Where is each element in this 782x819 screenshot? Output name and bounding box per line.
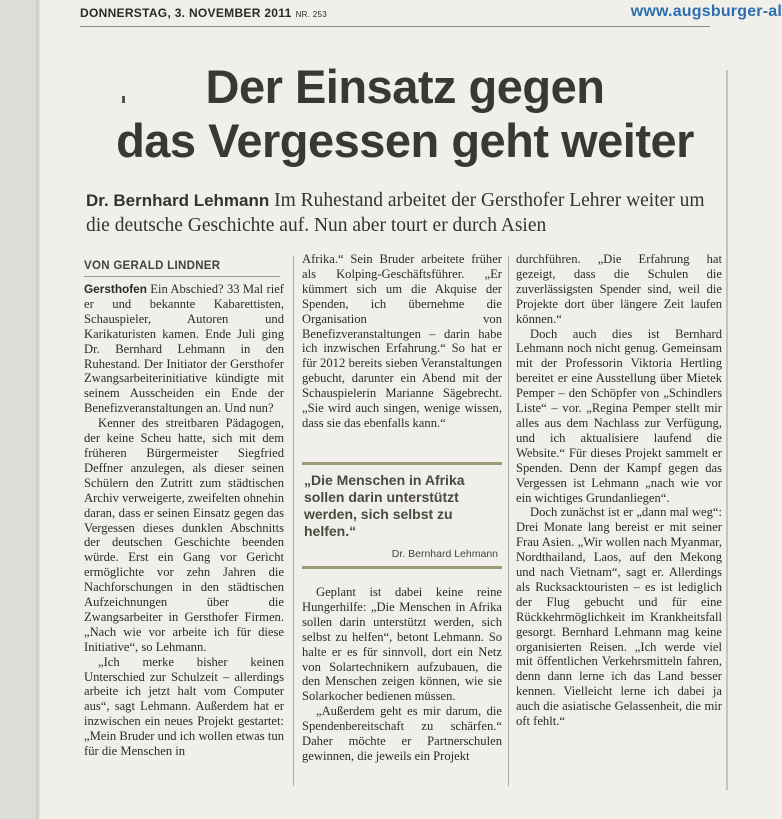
column-divider (508, 256, 509, 786)
pull-quote-rule (302, 462, 502, 465)
article-column-1 (84, 282, 284, 759)
headline-line-1: Der Einsatz gegen (205, 60, 605, 113)
headline-line-2: das Vergessen geht weiter (116, 114, 694, 167)
byline-rule (84, 276, 280, 277)
pull-quote-rule (302, 566, 502, 569)
newspaper-url: www.augsburger-al (630, 3, 782, 20)
masthead-rule (80, 26, 710, 27)
paragraph: durchführen. „Die Erfahrung hat gezeigt, dass die Schulen die zuverlässigsten Spender sind, weil die Projekte dort über längere Zeit laufen können.“ (516, 252, 722, 326)
paragraph: Geplant ist dabei keine reine Hungerhilfe: „Die Menschen in Afrika sollen darin unterstützt werden, sich selbst zu helfen“, betont Lehmann. So halte er es für sinnvoll, dort ein Netz von Solartechnikern aufzubauen, die den Menschen zeigen können, wie sie Solarkocher bedienen müssen. (302, 585, 502, 704)
paragraph: „Außerdem geht es mir darum, die Spendenbereitschaft zu schärfen.“ Daher möchte er Partnerschulen gewinnen, die jeweils ein Projekt (302, 704, 502, 763)
pull-quote (302, 462, 502, 570)
subheadline (86, 188, 726, 238)
pull-quote-attribution: Dr. Bernhard Lehmann (391, 548, 498, 560)
subhead-name: Dr. Bernhard Lehmann (86, 191, 270, 210)
issue-number: NR. 253 (295, 10, 328, 19)
issue-date: DONNERSTAG, 3. NOVEMBER 2011 NR. 253 (80, 6, 328, 20)
pull-quote-text: „Die Menschen in Afrika sollen darin unterstützt werden, sich selbst zu helfen.“ (304, 472, 465, 539)
print-smudge (122, 96, 125, 103)
paragraph: Afrika.“ Sein Bruder arbeitete früher als Kolping-Geschäftsführer. „Er kümmert sich um die Akquise der Spenden, ich übernehme die Organisation von Benefizveranstaltungen – darin habe ich inzwischen Erfahrung.“ So hat er für 2012 bereits sieben Veranstaltungen gebucht, darunter ein Abend mit der Schauspielerin Marianne Sägebrecht. „Sie wird auch singen, wenige wissen, dass sie das ebenfalls kann.“ (302, 252, 502, 430)
column-divider (293, 256, 294, 786)
article-column-3 (516, 252, 722, 729)
article-column-2-continued (302, 585, 502, 764)
paragraph: Doch zunächst ist er „dann mal weg“: Drei Monate lang bereist er mit seiner Frau Asien. „Wir wollen nach Myanmar, Nordthailand, Laos, auf den Mekong und nach Vietnam“, sagt er. Allerdings als Rucksacktouristen – es ist lediglich der Flug gebucht und für eine Rückkehrmöglichkeit im Krankheitsfall gesorgt. Bernhard Lehmann mag keine organisierten Reisen. „Ich werde viel mit öffentlichen Verkehrsmitteln fahren, denn dann lerne ich das Land besser kennen. Vielleicht lerne ich dabei ja auch die asiatische Gelassenheit, die mir oft fehlt.“ (516, 505, 722, 729)
paragraph: „Ich merke bisher keinen Unterschied zur Schulzeit – allerdings arbeite ich jetzt halt vom Computer aus“, sagt Lehmann. Außerdem hat er inzwischen ein neues Projekt gestartet: „Mein Bruder und ich wollen etwas tun für die Menschen in (84, 654, 284, 759)
masthead (80, 4, 782, 24)
dateline-place: Gersthofen (84, 282, 147, 296)
article-column-2 (302, 252, 502, 431)
byline: VON GERALD LINDNER (84, 260, 221, 272)
headline (80, 60, 730, 168)
paragraph: Doch auch dies ist Bernhard Lehmann noch nicht genug. Gemeinsam mit der Professorin Viktoria Hertling bereitet er eine Ausstellung über Mietek Pemper – den Schöpfer von „Schindlers Liste“ – vor. „Regina Pemper stellt mir alles aus dem Nachlass zur Verfügung, und ich aktualisiere laufend die Website.“ Für dieses Projekt sammelt er Spenden. Denn der Kampf gegen das Vergessen ist Lehmann „nach wie vor ein wichtiges Grundanliegen“. (516, 326, 722, 505)
paragraph: Gersthofen Ein Abschied? 33 Mal rief er und bekannte Kabarettisten, Schauspieler, Autoren und Karikaturisten kamen. Ende Juli ging Dr. Bernhard Lehmann in den Ruhestand. Der Initiator der Gersthofer Zwangsarbeiterinitiative kündigte mit seinem Ausscheiden ein Ende der Benefizveranstaltungen an. Und nun? (84, 282, 284, 416)
clipping-right-edge (726, 70, 728, 790)
paragraph: Kenner des streitbaren Pädagogen, der keine Scheu hatte, sich mit dem früheren Bürgermeister Siegfried Deffner anzulegen, als dieser seinen Schülern den Zutritt zum städtischen Archiv verweigerte, zweifelten ohnehin daran, dass er seinen Einsatz gegen das Vergessen dieses dunklen Abschnitts der deutschen Geschichte beenden würde. Erst ein Gang vor Gericht ermöglichte vor zehn Jahren die Nachforschungen in den städtischen Aufzeichnungen über die Zwangsarbeiter in Gersthofer Firmen. „Nach wie vor arbeite ich für diese Initiative“, so Lehmann. (84, 416, 285, 654)
subhead-text: Im Ruhestand arbeitet der Gersthofer Lehrer weiter um die deutsche Geschichte auf. Nun aber tourt er durch Asien (86, 190, 705, 236)
